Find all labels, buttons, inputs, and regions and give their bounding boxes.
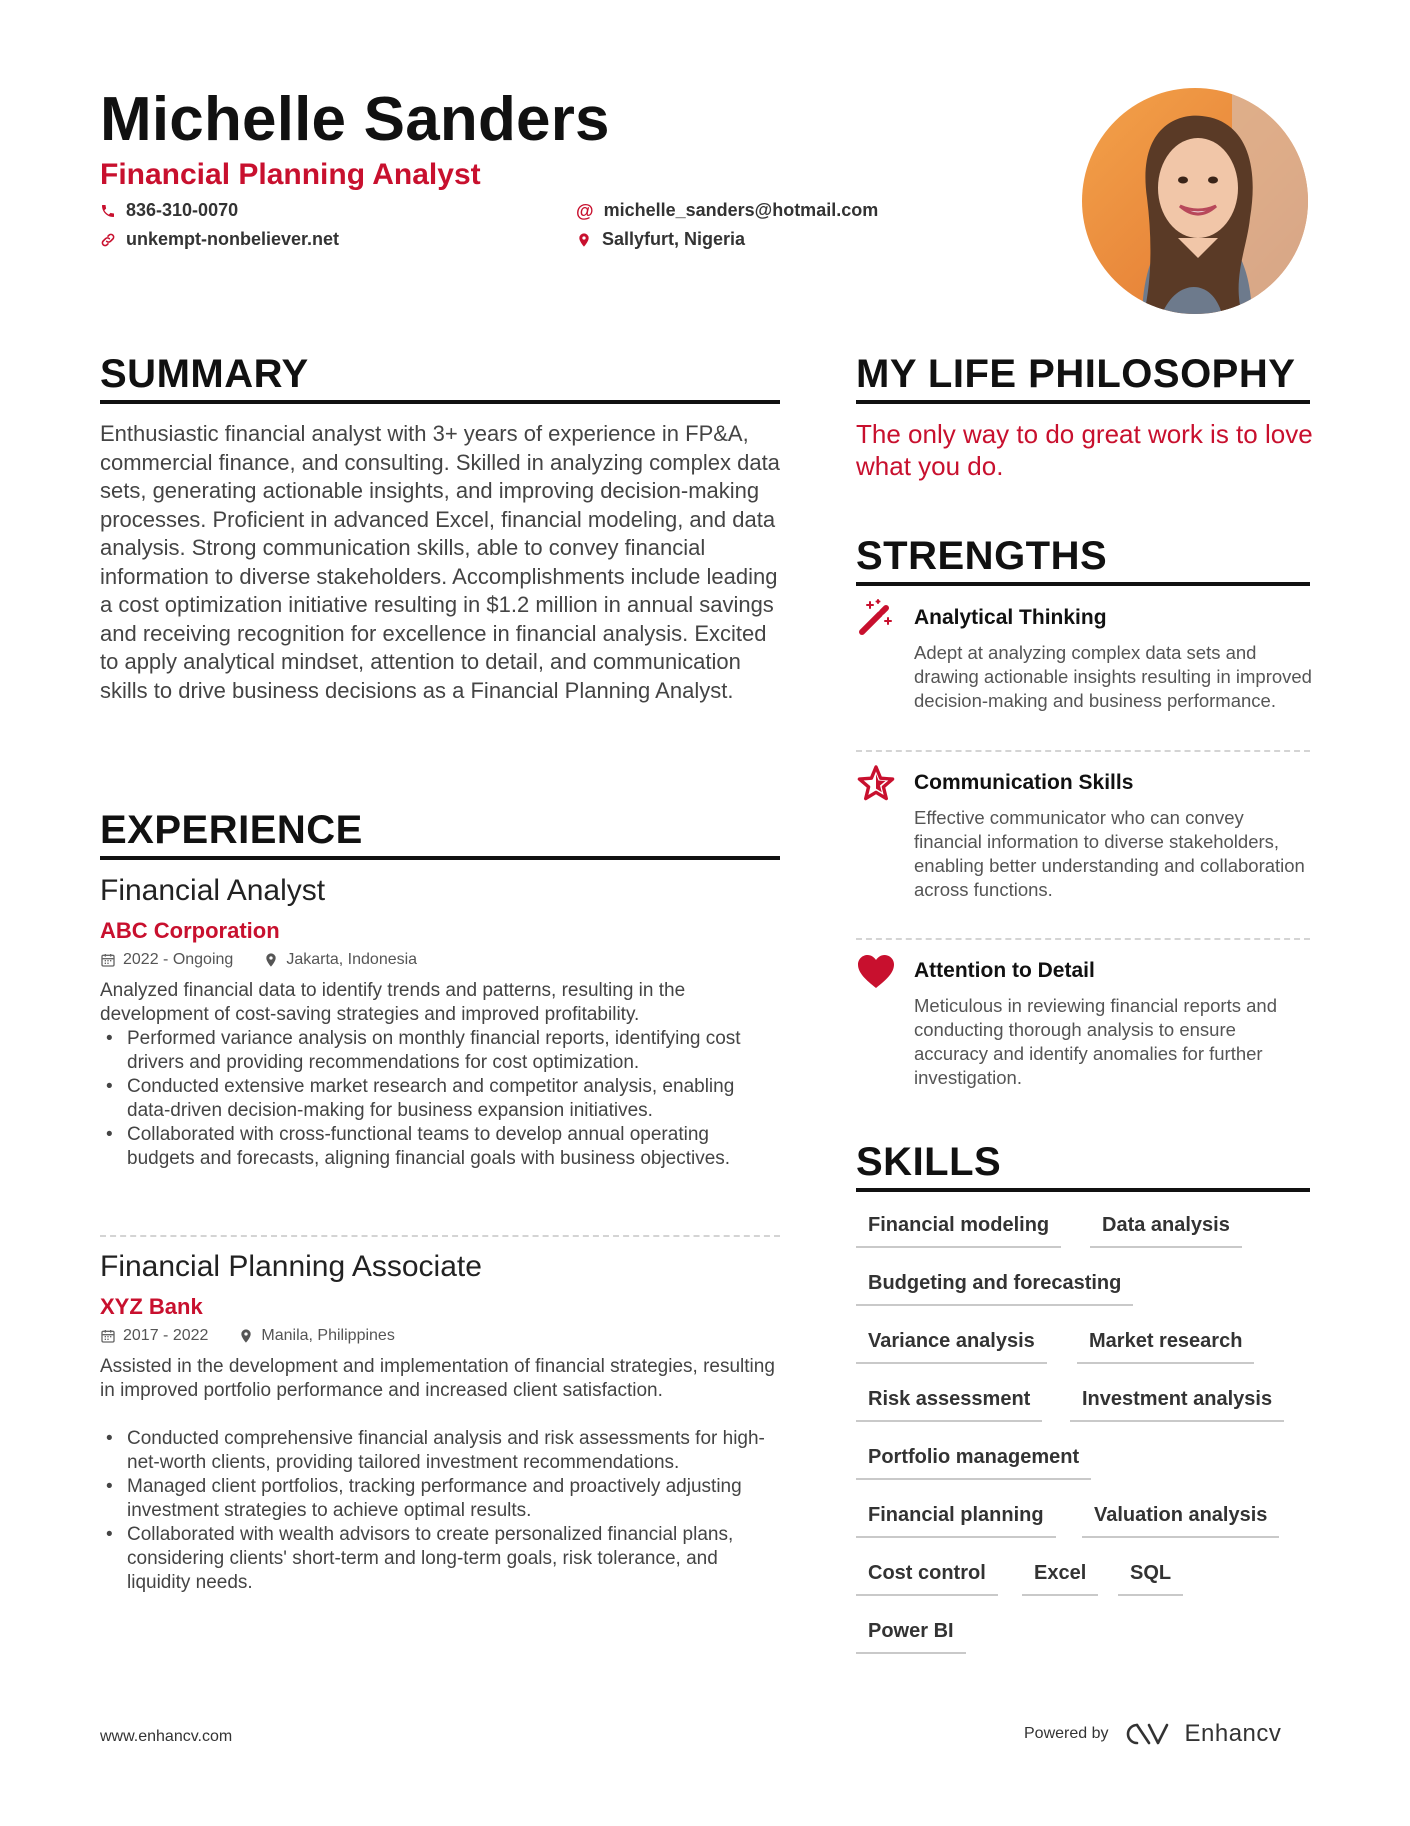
job-bullet: • Collaborated with cross-functional teams to develop annual operating budgets and forecasts, aligning financial goals with business objectives. [100,1123,780,1171]
location-pin-icon [576,232,592,248]
job-bullet: • Performed variance analysis on monthly financial reports, identifying cost drivers and providing recommendations for cost optimization. [100,1027,780,1075]
job-dates [100,951,233,969]
skill-tag: Variance analysis [856,1324,1047,1364]
calendar-icon [100,1328,116,1344]
strength-title: Analytical Thinking [914,606,1107,629]
skill-tag: Portfolio management [856,1440,1091,1480]
strengths-rule [856,582,1310,586]
skill-tag: Data analysis [1090,1208,1242,1248]
skill-tag: Valuation analysis [1082,1498,1279,1538]
skill-tag: SQL [1118,1556,1183,1596]
job-dates-text: 2022 - Ongoing [123,951,234,968]
job-description: Assisted in the development and implementation of financial strategies, resulting in improved portfolio performance and increased client satisfaction. [100,1356,775,1401]
strength-text: Meticulous in reviewing financial reports and conducting thorough analysis to ensure accuracy and identify anomalies for further investigation. [914,995,1277,1088]
job-location [263,951,417,969]
skill-tag: Budgeting and forecasting [856,1266,1133,1306]
email-text: michelle_sanders@hotmail.com [603,200,879,220]
location-pin-icon [263,952,279,968]
job-location-text: Jakarta, Indonesia [286,951,418,968]
job-description: Analyzed financial data to identify trends and patterns, resulting in the development of cost-saving strategies and improved profitability. [100,980,686,1025]
enhancv-logo-icon [1123,1721,1171,1747]
philosophy-heading: MY LIFE PHILOSOPHY [856,352,1296,396]
job-location-text: Manila, Philippines [261,1327,395,1344]
strength-title: Communication Skills [914,771,1134,794]
job-dates [100,1327,208,1345]
contact-location [576,229,745,250]
job-bullet: • Collaborated with wealth advisors to create personalized financial plans, considering clients' short-term and long-term goals, risk tolerance, and liquidity needs. [100,1523,780,1595]
skills-heading: SKILLS [856,1140,1002,1184]
brand-name: Enhancv [1184,1720,1282,1747]
contact-website[interactable] [100,229,339,250]
magic-wand-icon [856,598,896,638]
strengths-heading: STRENGTHS [856,534,1108,578]
job-company: ABC Corporation [100,918,280,943]
strength-divider [856,750,1310,752]
job-location [238,1327,394,1345]
strength-text: Adept at analyzing complex data sets and drawing actionable insights resulting in improved decision-making and business performance. [914,642,1312,711]
job-bullets [100,1027,780,1171]
website-text: unkempt-nonbeliever.net [126,229,340,249]
skill-tag: Financial modeling [856,1208,1061,1248]
job-bullets [100,1427,780,1595]
job-bullet: • Conducted comprehensive financial analysis and risk assessments for high-net-worth clients, providing tailored investment recommendations. [100,1427,780,1475]
job-company: XYZ Bank [100,1294,203,1319]
philosophy-rule [856,400,1310,404]
job-meta [100,1327,417,1345]
heart-icon [856,952,896,992]
philosophy-quote: The only way to do great work is to love what you do. [856,419,1313,481]
footer-website[interactable]: www.enhancv.com [100,1728,233,1745]
location-text: Sallyfurt, Nigeria [602,229,746,249]
job-divider [100,1235,780,1237]
skill-tag: Power BI [856,1614,966,1654]
experience-rule [100,856,780,860]
phone-icon [100,203,116,219]
location-pin-icon [238,1328,254,1344]
calendar-icon [100,952,116,968]
candidate-title: Financial Planning Analyst [100,158,481,191]
contact-email[interactable] [576,200,878,221]
job-role: Financial Planning Associate [100,1250,482,1283]
experience-heading: EXPERIENCE [100,808,363,852]
summary-heading: SUMMARY [100,352,309,396]
skill-tag: Cost control [856,1556,998,1596]
job-role: Financial Analyst [100,874,326,907]
job-bullet: • Conducted extensive market research and competitor analysis, enabling data-driven decision-making for business expansion initiatives. [100,1075,780,1123]
at-icon: @ [576,200,594,221]
strength-divider [856,938,1310,940]
strength-title: Attention to Detail [914,959,1095,982]
skill-tag: Excel [1022,1556,1098,1596]
summary-rule [100,400,780,404]
link-icon [100,232,116,248]
star-icon [856,764,896,804]
strength-text: Effective communicator who can convey financial information to diverse stakeholders, enabling better understanding and collaboration across functions. [914,807,1305,900]
profile-photo [1082,88,1308,314]
summary-text: Enthusiastic financial analyst with 3+ years of experience in FP&A, commercial finance, and consulting. Skilled in analyzing complex data sets, generating actionable insights, and improving decision-making processes. Proficient in advanced Excel, financial modeling, and data analysis. Strong communication skills, able to convey financial information to diverse stakeholders. Accomplishments include leading a cost optimization initiative resulting in $1.2 million in annual savings and receiving recognition for excellence in financial analysis. Excited to apply analytical mindset, attention to detail, and communication skills to drive business decisions as a Financial Planning Analyst. [100,421,780,703]
job-meta [100,951,439,969]
skills-rule [856,1188,1310,1192]
job-dates-text: 2017 - 2022 [123,1327,209,1344]
skill-tag: Investment analysis [1070,1382,1284,1422]
skill-tag: Market research [1077,1324,1254,1364]
contact-phone[interactable] [100,200,238,221]
skill-tag: Risk assessment [856,1382,1042,1422]
powered-by-text: Powered by [1024,1725,1109,1742]
candidate-name: Michelle Sanders [100,85,610,154]
job-bullet: • Managed client portfolios, tracking performance and proactively adjusting investment strategies to achieve optimal results. [100,1475,780,1523]
phone-text: 836-310-0070 [126,200,239,220]
skill-tag: Financial planning [856,1498,1056,1538]
footer-powered-by[interactable] [1024,1720,1281,1748]
